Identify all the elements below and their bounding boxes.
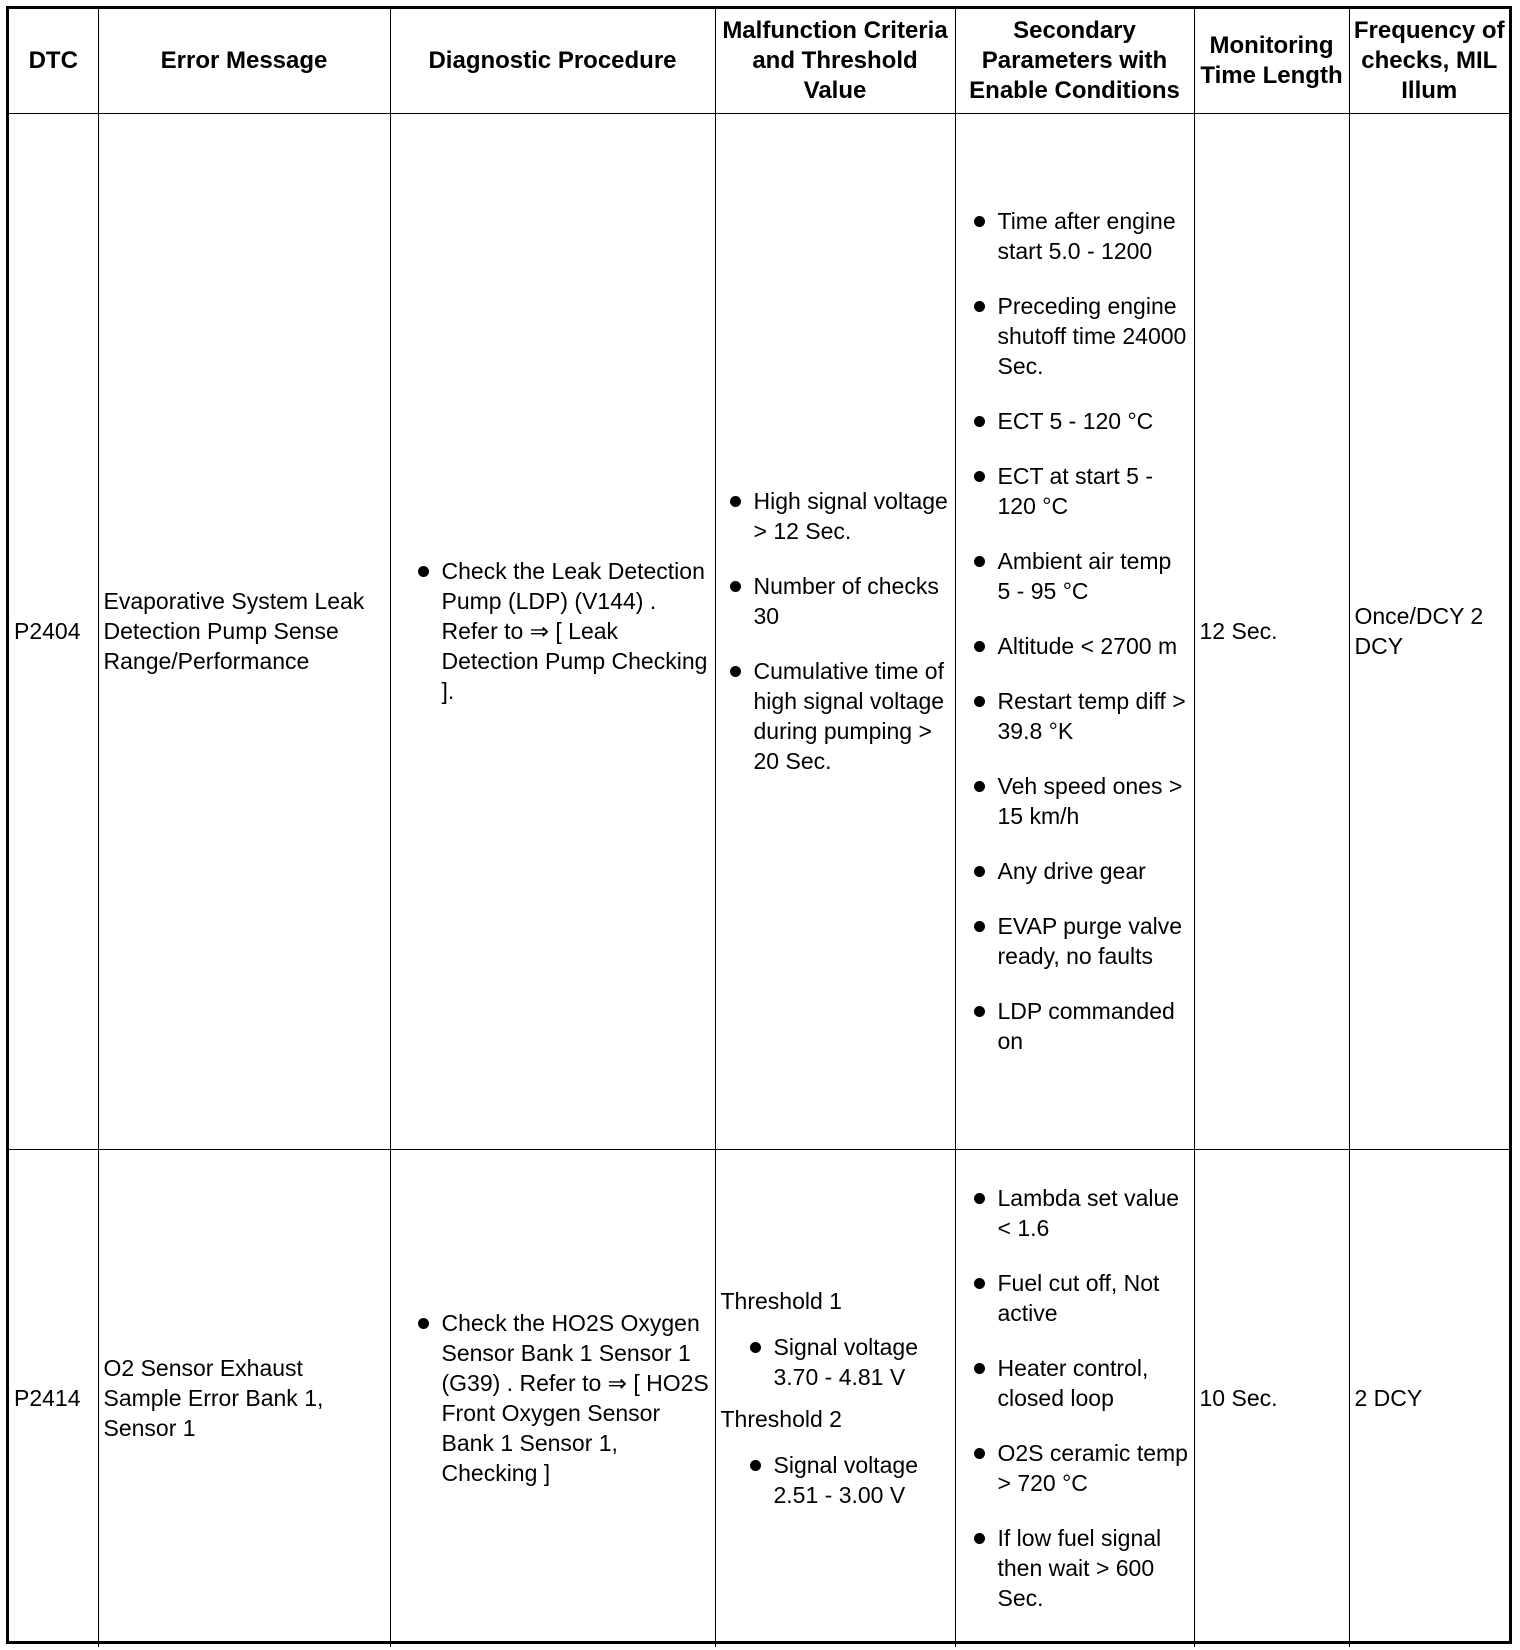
list-item: Altitude < 2700 m [965,631,1189,661]
list-item: High signal voltage > 12 Sec. [721,486,950,546]
bullet-icon [974,1193,985,1204]
bullet-icon [974,1006,985,1017]
error-message-cell: Evaporative System Leak Detection Pump Sense Range/Performance [98,113,390,1149]
criteria-cell [715,1149,955,1647]
list-item: Check the HO2S Oxygen Sensor Bank 1 Sensor 1 (G39) . Refer to ⇒ [ HO2S Front Oxygen Sensor Bank 1 Sensor 1, Checking ] [409,1308,710,1488]
list-item: Cumulative time of high signal voltage during pumping > 20 Sec. [721,656,950,776]
bullet-icon [974,781,985,792]
bullet-icon [974,866,985,877]
header-row [9,9,1509,113]
list-item: Heater control, closed loop [965,1353,1189,1413]
bullet-icon [750,1342,761,1353]
list-item: Check the Leak Detection Pump (LDP) (V144) . Refer to ⇒ [ Leak Detection Pump Checking ]. [409,556,710,706]
header-monitoring: Monitoring Time Length [1194,9,1349,113]
bullet-icon [730,581,741,592]
bullet-icon [730,666,741,677]
bullet-icon [974,921,985,932]
frequency-cell: 2 DCY [1349,1149,1509,1647]
bullet-icon [974,1533,985,1544]
list-item: Signal voltage 3.70 - 4.81 V [741,1332,950,1392]
criteria-cell [715,113,955,1149]
header-diagnostic-procedure: Diagnostic Procedure [390,9,715,113]
bullet-icon [974,1278,985,1289]
bullet-icon [974,471,985,482]
table-row [9,113,1509,1149]
dtc-cell: P2414 [9,1149,98,1647]
bullet-icon [974,216,985,227]
bullet-icon [730,496,741,507]
list-item: ECT 5 - 120 °C [965,406,1189,436]
list-item: ECT at start 5 - 120 °C [965,461,1189,521]
list-item: Ambient air temp 5 - 95 °C [965,546,1189,606]
bullet-icon [974,556,985,567]
monitoring-cell: 10 Sec. [1194,1149,1349,1647]
dtc-cell: P2404 [9,113,98,1149]
bullet-icon [974,1448,985,1459]
threshold-label: Threshold 2 [720,1406,842,1433]
bullet-icon [974,301,985,312]
list-item: Preceding engine shutoff time 24000 Sec. [965,291,1189,381]
list-item: Veh speed ones > 15 km/h [965,771,1189,831]
procedure-cell [390,113,715,1149]
list-item: Number of checks 30 [721,571,950,631]
threshold-label: Threshold 1 [720,1288,842,1315]
list-item: O2S ceramic temp > 720 °C [965,1438,1189,1498]
bullet-icon [750,1460,761,1471]
header-dtc: DTC [9,9,98,113]
dtc-table-frame [6,6,1512,1644]
bullet-icon [974,696,985,707]
header-frequency: Frequency of checks, MIL Illum [1349,9,1509,113]
table-row [9,1149,1509,1647]
secondary-cell [955,113,1194,1149]
secondary-cell [955,1149,1194,1647]
list-item: Fuel cut off, Not active [965,1268,1189,1328]
list-item: EVAP purge valve ready, no faults [965,911,1189,971]
bullet-icon [974,1363,985,1374]
list-item: Any drive gear [965,856,1189,886]
list-item: Lambda set value < 1.6 [965,1183,1189,1243]
list-item: LDP commanded on [965,996,1189,1056]
header-secondary: Secondary Parameters with Enable Conditions [955,9,1194,113]
header-criteria: Malfunction Criteria and Threshold Value [715,9,955,113]
bullet-icon [974,641,985,652]
dtc-table [9,9,1509,1647]
list-item: If low fuel signal then wait > 600 Sec. [965,1523,1189,1613]
bullet-icon [974,416,985,427]
bullet-icon [418,1318,429,1329]
list-item: Restart temp diff > 39.8 °K [965,686,1189,746]
frequency-cell: Once/DCY 2 DCY [1349,113,1509,1149]
procedure-cell [390,1149,715,1647]
monitoring-cell: 12 Sec. [1194,113,1349,1149]
error-message-cell: O2 Sensor Exhaust Sample Error Bank 1, Sensor 1 [98,1149,390,1647]
list-item: Time after engine start 5.0 - 1200 [965,206,1189,266]
bullet-icon [418,566,429,577]
list-item: Signal voltage 2.51 - 3.00 V [741,1450,950,1510]
header-error-message: Error Message [98,9,390,113]
